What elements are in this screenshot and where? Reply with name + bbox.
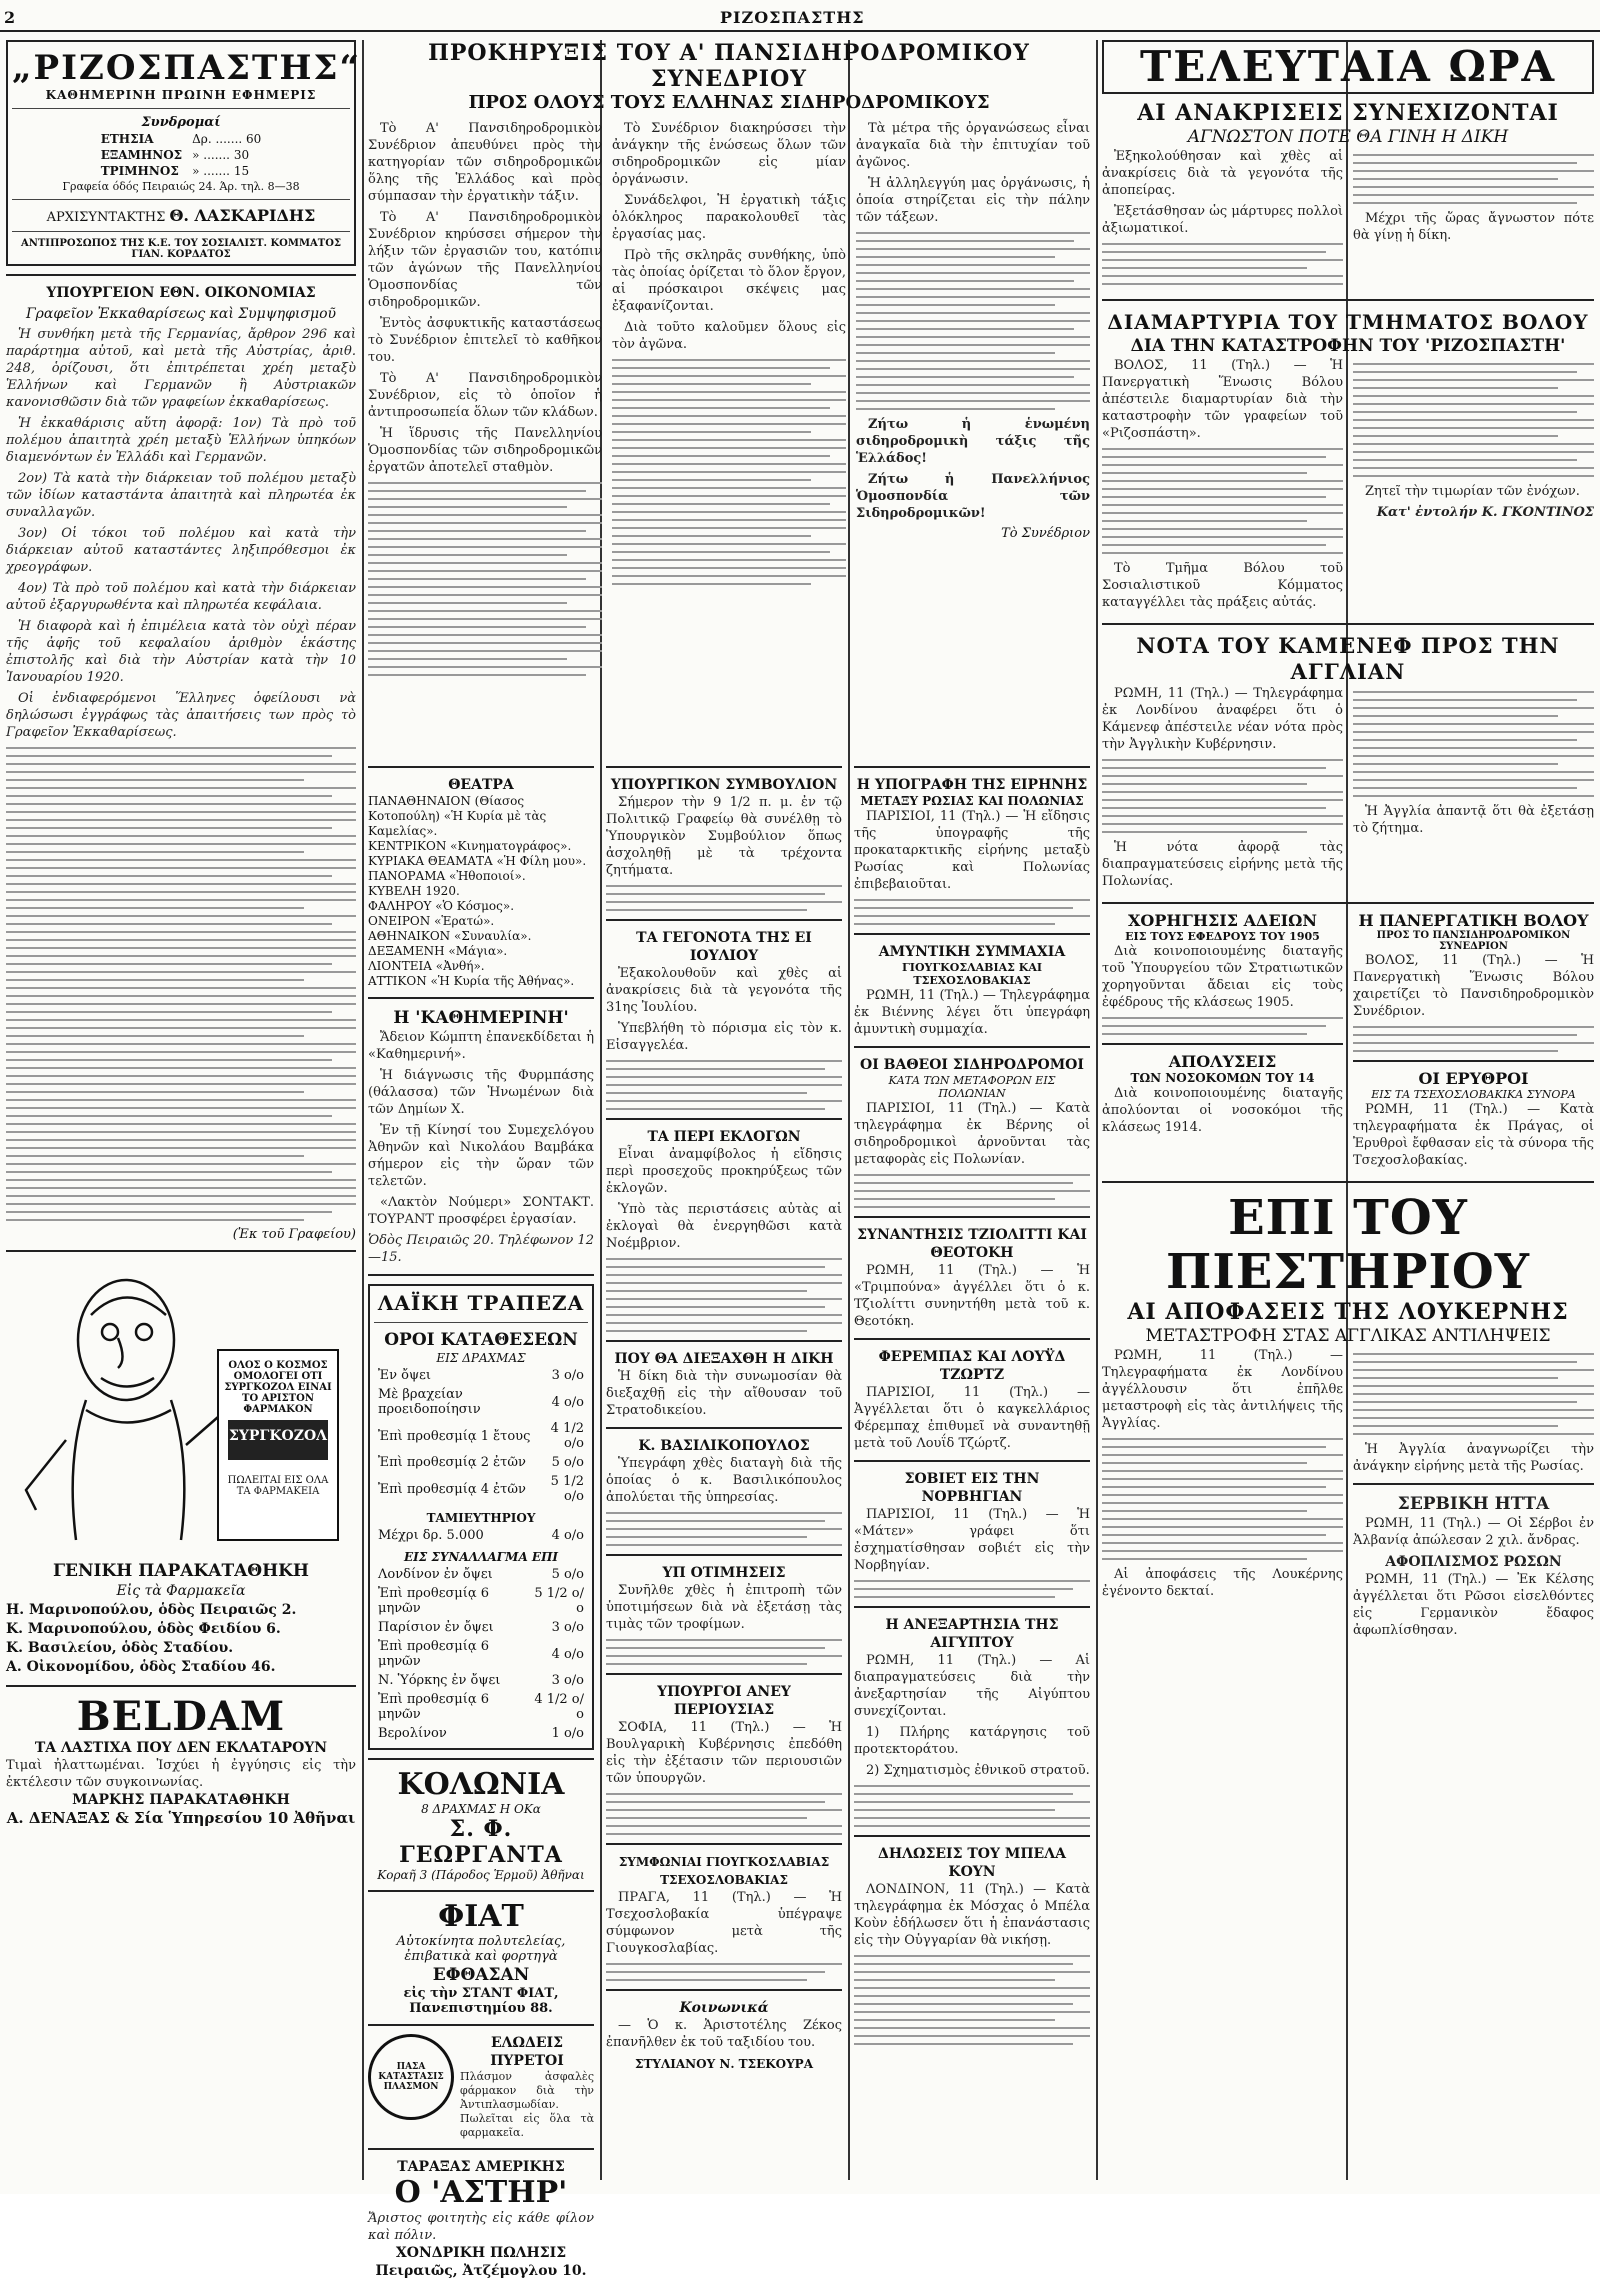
investigation-title: ΑΙ ΑΝΑΚΡΙΣΕΙΣ ΣΥΝΕΧΙΖΟΝΤΑΙ: [1137, 100, 1559, 126]
subs-heading: Συνδρομαί: [141, 115, 221, 130]
protest-body: ΒΟΛΟΣ, 11 (Τηλ.) — Ἡ Πανεργατικὴ Ἕνωσις Βόλου ἀπέστειλε διαμαρτυρίαν διὰ τὴν καταστροφὴν τῶν γραφείων τοῦ «Ριζοσπάστη». Τὸ Τμῆμα Βόλου τοῦ Σοσιαλιστικοῦ Κόμματος καταγγέλλει τὰς πράξεις αὐτάς. Ζητεῖ τὴν τιμωρίαν τῶν ἐνόχων. Κατ' ἐντολήν Κ. ΓΚΟΝΤΙΝΟΣ: [1102, 358, 1594, 610]
peace-title: Η ΥΠΟΓΡΑΦΗ ΤΗΣ ΕΙΡΗΝΗΣ: [856, 777, 1088, 793]
protest-signature: Κατ' ἐντολήν Κ. ΓΚΟΝΤΙΝΟΣ: [1376, 505, 1594, 520]
subscriptions-table: [95, 130, 268, 180]
reds-title: ΟΙ ΕΡΥΘΡΟΙ: [1418, 1069, 1529, 1088]
alliance-title: ΑΜΥΝΤΙΚΗ ΣΥΜΜΑΧΙΑ: [878, 944, 1066, 960]
theaters-list: ΠΑΝΑΘΗΝΑΙΟΝ (Θίασος Κοτοπούλη) «Ἡ Κυρία μὲ τὰς Καμελίας». ΚΕΝΤΡΙΚΟΝ «Κινηματογράφος». ΚΥΡΙΑΚΑ ΘΕΑΜΑΤΑ «Ἡ Φίλη μου». ΠΑΝΟΡΑΜΑ «Ἠθοποιοί». ΚΥΒΕΛΗ 1920. ΦΑΛΗΡΟΥ «Ὁ Κόσμος». ΟΝΕΙΡΟΝ «Ἑρατώ». ΑΘΗΝΑΙΚΟΝ «Συναυλία». ΔΕΞΑΜΕΝΗ «Μάγια». ΛΙΟΝΤΕΙΑ «Ἀνθή». ΑΤΤΙΚΟΝ «Ἡ Κυρία τῆς Ἀθήνας».: [368, 794, 587, 988]
leave-subtitle: ΕΙΣ ΤΟΥΣ ΕΦΕΔΡΟΥΣ ΤΟΥ 1905: [1125, 930, 1320, 943]
column-2: ΘΕΑΤΡΑ ΠΑΝΑΘΗΝΑΙΟΝ (Θίασος Κοτοπούλη) «Ἡ Κυρία μὲ τὰς Καμελίας». ΚΕΝΤΡΙΚΟΝ «Κινηματογράφος». ΚΥΡΙΑΚΑ ΘΕΑΜΑΤΑ «Ἡ Φίλη μου». ΠΑΝΟΡΑΜΑ «Ἠθοποιοί». ΚΥΒΕΛΗ 1920. ΦΑΛΗΡΟΥ «Ὁ Κόσμος». ΟΝΕΙΡΟΝ «Ἑρατώ». ΑΘΗΝΑΙΚΟΝ «Συναυλία». ΔΕΞΑΜΕΝΗ «Μάγια». ΛΙΟΝΤΕΙΑ «Ἀνθή». ΑΤΤΙΚΟΝ «Ἡ Κυρία τῆς Ἀθήνας». Η 'ΚΑΘΗΜΕΡΙΝΗ' Ἄδειον Κώμπτη ἐπανεκδίδεται ἡ «Καθημερινή». Ἡ διάγνωσις τῆς Φυρμπάσης (θάλασσα) τῶν Ἡνωμένων διὰ τῶν Δημίων Χ. Ἐν τῇ Κίνησί του Συμεχελόγου Ἀθηνῶν καὶ Νικολάου Βαμβάκα σήμερον εἰς τὴν ὥραν τῶν τελετῶν. «Λακτὸν Νούμερι» ΣΟΝΤΑΚΤ. ΤΟΥΡΑΝΤ προσφέρει ἐργασίαν. Ὁδὸς Πειραιῶς 20. Τηλέφωνον 12—15. ΛΑΪΚΗ ΤΡΑΠΕΖΑ ΟΡΟΙ ΚΑΤΑΘΕΣΕΩΝ ΕΙΣ ΔΡΑΧΜΑΣ Ἐν ὄψει 3 ο/ο Μὲ βραχείαν προειδοποίησιν 4 ο/ο Ἐπὶ προθεσμίᾳ 1 ἔτους 4 1/2 ο/ο Ἐπὶ προθεσμίᾳ 2 ἐτῶν 5 ο/ο Ἐπὶ προθεσμίᾳ 4 ἐτῶν 5 1/2 ο/ο ΤΑΜΙΕΥΤΗΡΙΟΥ Μέχρι δρ. 5.000 4 ο/ο ΕΙΣ ΣΥΝΑΛΛΑΓΜΑ ΕΠΙ Λονδίνον ἐν ὄψει 5 ο/ο Ἐπὶ προθεσμίᾳ 6 μηνῶν 5 1/2 ο/ο Παρίσιον ἐν ὄψει 3 ο/ο Ἐπὶ προθεσμίᾳ 6 μηνῶν 4 ο/ο Ν. Ὑόρκης ἐν ὄψει 3 ο/ο Ἐπὶ προθεσμίᾳ 6 μηνῶν 4 1/2 ο/ο Βερολίνον 1 ο/ο ΚΟΛΩΝΙΑ 8 ΔΡΑΧΜΑΣ Η ΟΚα Σ. Φ. ΓΕΩΡΓΑΝΤΑ Κοραῆ 3 (Πάροδος Ἑρμοῦ) Ἀθῆναι ΦΙΑΤ Αὐτοκίνητα πολυτελείας, ἐπιβατικὰ καὶ φορτηγὰ ΕΦΘΑΣΑΝ εἰς τὴν ΣΤΑΝΤ ΦΙΑΤ, Πανεπιστημίου 88. ΠΑΣΑ ΚΑΤΑΣΤΑΣΙΣ ΠΛΑΣΜΟΝ ΕΛΩΔΕΙΣ ΠΥΡΕΤΟΙ Πλάσμον ἀσφαλὲς φάρμακον διὰ τὴν Ἀντιπλασμωδίαν. Πωλεῖται εἰς ὅλα τὰ φαρμακεῖα. ΤΑΡΑΞΑΣ ΑΜΕΡΙΚΗΣ Ο 'ΑΣΤΗΡ' Ἄριστος φοιτητὴς εἰς κάθε φίλον καὶ πόλιν. ΧΟΝΔΡΙΚΗ ΠΩΛΗΣΙΣ Πειραιῶς, Ἀτζέμογλου 10.: [368, 758, 594, 2178]
running-header: ΡΙΖΟΣΠΑΣΤΗΣ: [720, 8, 865, 27]
kamenev-title: ΝΟΤΑ ΤΟΥ ΚΑΜΕΝΕΦ ΠΡΟΣ ΤΗΝ ΑΓΓΛΙΑΝ: [1136, 633, 1560, 684]
representatives: ΑΝΤΙΠΡΟΣΩΠΟΣ ΤΗΣ Κ.Ε. ΤΟΥ ΣΟΣΙΑΛΙΣΤ. ΚΟΜΜΑΤΟΣ ΓΙΑΝ. ΚΟΡΔΑΤΟΣ: [20, 238, 342, 260]
discharge-title: ΑΠΟΛΥΣΕΙΣ: [1168, 1052, 1277, 1071]
right-section: [1102, 40, 1594, 2180]
discharge-subtitle: ΤΩΝ ΝΟΣΟΚΟΜΩΝ ΤΟΥ 14: [1130, 1071, 1315, 1085]
volos-subtitle: ΠΡΟΣ ΤΟ ΠΑΝΣΙΔΗΡΟΔΡΟΜΙΚΟΝ ΣΥΝΕΔΡΙΟΝ: [1376, 930, 1571, 952]
press-headline: ΕΠΙ ΤΟΥ ΠΙΕΣΤΗΡΙΟΥ: [1166, 1190, 1530, 1300]
beldam-text: Τιμαὶ ἠλαττωμέναι. Ἰσχύει ἡ ἐγγύησις εἰς τὴν ἐκτέλεσιν τῶν συγκοινωνίας.: [6, 1758, 356, 1790]
subscription-row: ΕΞΑΜΗΝΟΣ » ....... 30: [100, 148, 250, 162]
kathimerini-title: Η 'ΚΑΘΗΜΕΡΙΝΗ': [393, 1008, 569, 1028]
kolonia-price: 8 ΔΡΑΧΜΑΣ Η ΟΚα: [421, 1802, 541, 1816]
congress-col-c: Τὰ μέτρα τῆς ὀργανώσεως εἶναι ἀναγκαῖα διὰ τὴν ἐπιτυχίαν τοῦ ἀγῶνος. Ἡ ἀλληλεγγύη μας ὀργάνωσις, ἡ ὁποία στηρίζεται εἰς τὴν πάλην τῶν τάξεων. Ζήτω ἡ ἑνωμένη σιδηροδρομικὴ τάξις τῆς Ἑλλάδος! Ζήτω ἡ Πανελλήνιος Ὁμοσπονδία τῶν Σιδηροδρομικῶν! Τὸ Συνέδριον: [856, 121, 1090, 541]
egypt-title: Η ΑΝΕΞΑΡΤΗΣΙΑ ΤΗΣ ΑΙΓΥΠΤΟΥ: [885, 1617, 1059, 1651]
small-news-row: ΧΟΡΗΓΗΣΙΣ ΑΔΕΙΩΝ ΕΙΣ ΤΟΥΣ ΕΦΕΔΡΟΥΣ ΤΟΥ 1905 Διὰ κοινοποιουμένης διαταγῆς τοῦ Ὑπουργείου τῶν Στρατιωτικῶν χορηγοῦνται ἄδειαι εἰς τοὺς ἐφέδρους τῆς κλάσεως 1905. ΑΠΟΛΥΣΕΙΣ ΤΩΝ ΝΟΣΟΚΟΜΩΝ ΤΟΥ 14 Διὰ κοινοποιουμένης διαταγῆς ἀπολύονται οἱ νοσοκόμοι τῆς κλάσεως 1914. Η ΠΑΝΕΡΓΑΤΙΚΗ ΒΟΛΟΥ ΠΡΟΣ ΤΟ ΠΑΝΣΙΔΗΡΟΔΡΟΜΙΚΟΝ ΣΥΝΕΔΡΙΟΝ ΒΟΛΟΣ, 11 (Τηλ.) — Ἡ Πανεργατικὴ Ἕνωσις Βόλου χαιρετίζει τὸ Πανσιδηροδρομικὸν Συνέδριον. ΟΙ ΕΡΥΘΡΟΙ ΕΙΣ ΤΑ ΤΣΕΧΟΣΛΟΒΑΚΙΚΑ ΣΥΝΟΡΑ ΡΩΜΗ, 11 (Τηλ.) — Κατὰ τηλεγραφήματα ἐκ Πράγας, οἱ Ἐρυθροὶ ἔφθασαν εἰς τὰ σύνορα τῆς Τσεχοσλοβακίας.: [1102, 911, 1594, 1168]
savings-title: ΤΑΜΙΕΥΤΗΡΙΟΥ: [426, 1511, 536, 1525]
leave-title: ΧΟΡΗΓΗΣΙΣ ΑΔΕΙΩΝ: [1127, 911, 1318, 930]
plasmon-ad: [368, 2034, 594, 2140]
railways-title: ΟΙ ΒΑΘΕΟΙ ΣΙΔΗΡΟΔΡΟΜΟΙ: [860, 1057, 1084, 1073]
lucerne-subtitle: ΜΕΤΑΣΤΡΟΦΗ ΣΤΑΣ ΑΓΓΛΙΚΑΣ ΑΝΤΙΛΗΨΕΙΣ: [1145, 1326, 1551, 1346]
savings-rates: Μέχρι δρ. 5.000 4 ο/ο: [378, 1528, 584, 1543]
beldam-address: Α. ΔΕΝΑΞΑΣ & Σία Ὑπηρεσίου 10 Ἀθῆναι: [6, 1809, 356, 1827]
kathimerini-address: Ὁδὸς Πειραιῶς 20. Τηλέφωνον 12—15.: [368, 1233, 594, 1265]
ad-caricature: [6, 1260, 356, 1560]
column-rule: [362, 40, 364, 2180]
column-3: ΥΠΟΥΡΓΙΚΟΝ ΣΥΜΒΟΥΛΙΟΝ Σήμερον τὴν 9 1/2 π. μ. ἐν τῷ Πολιτικῷ Γραφείῳ θὰ συνέλθῃ τὸ Ὑπουργικὸν Συμβούλιον ὅπως ἀσχοληθῇ μὲ τὰ τρέχοντα ζητήματα. ΤΑ ΓΕΓΟΝΟΤΑ ΤΗΣ ΕΙ ΙΟΥΛΙΟΥ Ἐξακολουθοῦν καὶ χθὲς αἱ ἀνακρίσεις διὰ τὰ γεγονότα τῆς 31ης Ἰουλίου. Ὑπεβλήθη τὸ πόρισμα εἰς τὸν κ. Εἰσαγγελέα. ΤΑ ΠΕΡΙ ΕΚΛΟΓΩΝ Εἶναι ἀναμφίβολος ἡ εἴδησις περὶ προσεχοῦς προκηρύξεως τῶν ἐκλογῶν. Ὑπὸ τὰς περιστάσεις αὐτὰς αἱ ἐκλογαὶ θὰ ἐνεργηθῶσι κατὰ Νοέμβριον. ΠΟΥ ΘΑ ΔΙΕΞΑΧΘΗ Η ΔΙΚΗ Ἡ δίκη διὰ τὴν συνωμοσίαν θὰ διεξαχθῇ εἰς τὴν αἴθουσαν τοῦ Στρατοδικείου. Κ. ΒΑΣΙΛΙΚΟΠΟΥΛΟΣ Ὑπεγράφη χθὲς διαταγὴ διὰ τῆς ὁποίας ὁ κ. Βασιλικόπουλος ἀπολύεται τῆς ὑπηρεσίας. ΥΠ ΟΤΙΜΗΣΕΙΣ Συνῆλθε χθὲς ἡ ἐπιτροπὴ τῶν ὑποτιμήσεων διὰ νὰ ἐξετάσῃ τὰς τιμὰς τῶν τροφίμων. ΥΠΟΥΡΓΟΙ ΑΝΕΥ ΠΕΡΙΟΥΣΙΑΣ ΣΟΦΙΑ, 11 (Τηλ.) — Ἡ Βουλγαρικὴ Κυβέρνησις ἐπεδόθη εἰς τὴν ἐξέτασιν τῶν περιουσιῶν τῶν ὑπουργῶν. ΣΥΜΦΩΝΙΑΙ ΓΙΟΥΓΚΟΣΛΑΒΙΑΣ ΤΣΕΧΟΣΛΟΒΑΚΙΑΣ ΠΡΑΓΑ, 11 (Τηλ.) — Ἡ Τσεχοσλοβακία ὑπέγραψε σύμφωνον μετὰ τῆς Γιουγκοσλαβίας. Κοινωνικά — Ὁ κ. Ἀριστοτέλης Ζέκος ἐπανῆλθεν ἐκ τοῦ ταξιδίου του. ΣΤΥΛΙΑΝΟΥ Ν. ΤΣΕΚΟΥΡΑ: [606, 758, 842, 2178]
depot-title: ΓΕΝΙΚΗ ΠΑΡΑΚΑΤΑΘΗΚΗ: [52, 1561, 309, 1581]
alliance-subtitle: ΓΙΟΥΓΚΟΣΛΑΒΙΑΣ ΚΑΙ ΤΣΕΧΟΣΛΟΒΑΚΙΑΣ: [901, 961, 1042, 987]
serbia-title: ΣΕΡΒΙΚΗ ΗΤΤΑ: [1397, 1494, 1550, 1514]
congress-columns: [368, 120, 1090, 682]
lucerne-title: ΑΙ ΑΠΟΦΑΣΕΙΣ ΤΗΣ ΛΟΥΚΕΡΝΗΣ: [1127, 1299, 1569, 1325]
ministers-title: ΥΠΟΥΡΓΟΙ ΑΝΕΥ ΠΕΡΙΟΥΣΙΑΣ: [657, 1684, 791, 1718]
offices-address: Γραφεία όδός Πειραιώς 24. Άρ. τηλ. 8—38: [62, 180, 300, 193]
bank-title: ΛΑΪΚΗ ΤΡΑΠΕΖΑ: [377, 1291, 585, 1315]
column-rule: [1096, 40, 1098, 2180]
ad-sales-note: ΠΩΛΕΙΤΑΙ ΕΙΣ ΟΛΑ ΤΑ ΦΑΡΜΑΚΕΙΑ: [227, 1475, 329, 1497]
cabinet-title: ΥΠΟΥΡΓΙΚΟΝ ΣΥΜΒΟΥΛΙΟΝ: [610, 777, 838, 793]
fx-title: ΕΙΣ ΣΥΝΑΛΛΑΓΜΑ ΕΠΙ: [403, 1550, 559, 1564]
bank-heading: ΟΡΟΙ ΚΑΤΑΘΕΣΕΩΝ: [384, 1330, 578, 1350]
subscription-row: ΕΤΗΣΙΑ Δρ. ....... 60: [100, 132, 262, 146]
plasmon-badge: ΠΑΣΑ ΚΑΤΑΣΤΑΣΙΣ ΠΛΑΣΜΟΝ: [368, 2034, 454, 2120]
congress-col-a: Τὸ Α' Πανσιδηροδρομικὸν Συνέδριον ἀπευθύνει πρὸς τὴν κατηγορίαν τῶν σιδηροδρομικῶν ὅλης τῆς Ἑλλάδος καὶ πρὸς σύμπασαν τὴν ἐργατικὴν τάξιν. Τὸ Α' Πανσιδηροδρομικὸν Συνέδριον κηρύσσει σήμερον τὴν λήξιν τῶν ἐργασιῶν του, κατόπιν τῶν ἀγώνων τῆς Πανελληνίου Ὁμοσπονδίας τῶν σιδηροδρομικῶν. Ἐντὸς ἀσφυκτικῆς καταστάσεως τὸ Συνέδριον ἐπιτελεῖ τὸ καθῆκον του. Τὸ Α' Πανσιδηροδρομικὸν Συνέδριον, εἰς τὸ ὁποῖον ἡ ἀντιπροσωπεία ὅλων τῶν κλάδων. Ἡ ἵδρυσις τῆς Πανελληνίου Ὁμοσπονδίας τῶν σιδηροδρομικῶν ἐργατῶν ἀποτελεῖ σταθμὸν.: [368, 120, 602, 682]
events-title: ΤΑ ΓΕΓΟΝΟΤΑ ΤΗΣ ΕΙ ΙΟΥΛΙΟΥ: [636, 930, 812, 964]
fehrenbach-title: ΦΕΡΕΜΠΑΣ ΚΑΙ ΛΟΥΫΔ ΤΖΩΡΤΖ: [878, 1349, 1066, 1383]
investigation-subtitle: ΑΓΝΩΣΤΟΝ ΠΟΤΕ ΘΑ ΓΙΝΗ Η ΔΙΚΗ: [1187, 127, 1509, 147]
railways-subtitle: ΚΑΤΑ ΤΩΝ ΜΕΤΑΦΟΡΩΝ ΕΙΣ ΠΟΛΩΝΙΑΝ: [888, 1074, 1056, 1100]
bela-kun-title: ΔΗΛΩΣΕΙΣ ΤΟΥ ΜΠΕΛΑ ΚΟΥΝ: [878, 1846, 1066, 1880]
soviet-title: ΣΟΒΙΕΤ ΕΙΣ ΤΗΝ ΝΟΡΒΗΓΙΑΝ: [904, 1471, 1040, 1505]
beldam-agent: ΜΑΡΚΗΣ ΠΑΡΑΚΑΤΑΘΗΚΗ: [72, 1792, 290, 1808]
aster-top: ΤΑΡΑΞΑΣ ΑΜΕΡΙΚΗΣ: [397, 2159, 565, 2175]
social-footer: ΣΤΥΛΙΑΝΟΥ Ν. ΤΣΕΚΟΥΡΑ: [634, 2057, 814, 2071]
congress-subtitle: ΠΡΟΣ ΟΛΟΥΣ ΤΟΥΣ ΕΛΛΗΝΑΣ ΣΙΔΗΡΟΔΡΟΜΙΚΟΥΣ: [468, 92, 990, 113]
bank-sub: ΕΙΣ ΔΡΑΧΜΑΣ: [436, 1351, 526, 1365]
column-4: Η ΥΠΟΓΡΑΦΗ ΤΗΣ ΕΙΡΗΝΗΣ ΜΕΤΑΞΥ ΡΩΣΙΑΣ ΚΑΙ ΠΟΛΩΝΙΑΣ ΠΑΡΙΣΙΟΙ, 11 (Τηλ.) — Ἡ εἴδησις τῆς ὑπογραφῆς τῆς προκαταρκτικῆς εἰρήνης μεταξὺ Ρωσίας καὶ Πολωνίας ἐπιβεβαιοῦται. ΑΜΥΝΤΙΚΗ ΣΥΜΜΑΧΙΑ ΓΙΟΥΓΚΟΣΛΑΒΙΑΣ ΚΑΙ ΤΣΕΧΟΣΛΟΒΑΚΙΑΣ ΡΩΜΗ, 11 (Τηλ.) — Τηλεγράφημα ἐκ Βιέννης λέγει ὅτι ὑπεγράφη ἀμυντικὴ συμμαχία. ΟΙ ΒΑΘΕΟΙ ΣΙΔΗΡΟΔΡΟΜΟΙ ΚΑΤΑ ΤΩΝ ΜΕΤΑΦΟΡΩΝ ΕΙΣ ΠΟΛΩΝΙΑΝ ΠΑΡΙΣΙΟΙ, 11 (Τηλ.) — Κατὰ τηλεγράφημα ἐκ Βέρνης οἱ σιδηροδρομικοὶ ἀρνοῦνται τὰς μεταφορὰς εἰς Πολωνίαν. ΣΥΝΑΝΤΗΣΙΣ ΤΖΙΟΛΙΤΤΙ ΚΑΙ ΘΕΟΤΟΚΗ ΡΩΜΗ, 11 (Τηλ.) — Ἡ «Τριμπούνα» ἀγγέλλει ὅτι ὁ κ. Τζιολίττι συνηντήθη μετὰ τοῦ κ. Θεοτόκη. ΦΕΡΕΜΠΑΣ ΚΑΙ ΛΟΥΫΔ ΤΖΩΡΤΖ ΠΑΡΙΣΙΟΙ, 11 (Τηλ.) — Ἀγγέλλεται ὅτι ὁ καγκελλάριος Φέρεμπαχ ἐπιθυμεῖ νὰ συναντηθῇ μετὰ τοῦ Λουΐδ Τζώρτζ. ΣΟΒΙΕΤ ΕΙΣ ΤΗΝ ΝΟΡΒΗΓΙΑΝ ΠΑΡΙΣΙΟΙ, 11 (Τηλ.) — Ἡ «Μάτεν» γράφει ὅτι ἐσχηματίσθησαν σοβιέτ εἰς τὴν Νορβηγίαν. Η ΑΝΕΞΑΡΤΗΣΙΑ ΤΗΣ ΑΙΓΥΠΤΟΥ ΡΩΜΗ, 11 (Τηλ.) — Αἱ διαπραγματεύσεις διὰ τὴν ἀνεξαρτησίαν τῆς Αἰγύπτου συνεχίζονται. 1) Πλήρης κατάργησις τοῦ προτεκτοράτου. 2) Σχηματισμὸς ἐθνικοῦ στρατοῦ. ΔΗΛΩΣΕΙΣ ΤΟΥ ΜΠΕΛΑ ΚΟΥΝ ΛΟΝΔΙΝΟΝ, 11 (Τηλ.) — Κατὰ τηλεγράφημα ἐκ Μόσχας ὁ Μπέλα Κοὺν ἐδήλωσεν ὅτι ἡ ἐπανάστασις εἰς τὴν Οὑγγαρίαν θὰ νικήσῃ.: [854, 758, 1090, 2178]
plasmon-text: Πλάσμον ἀσφαλὲς φάρμακον διὰ τὴν Ἀντιπλασμωδίαν. Πωλεῖται εἰς ὅλα τὰ φαρμακεῖα.: [460, 2070, 594, 2139]
breaking-news-title: ΤΕΛΕΥΤΑΙΑ ΩΡΑ: [1139, 42, 1557, 91]
beldam-title: BELDAM: [76, 1693, 286, 1740]
congress-signoff: Τὸ Συνέδριον: [1001, 526, 1090, 541]
aster-title: Ο 'ΑΣΤΗΡ': [394, 2175, 568, 2210]
subscription-row: ΤΡΙΜΗΝΟΣ » ....... 15: [100, 164, 250, 178]
georganta-address: Κοραῆ 3 (Πάροδος Ἑρμοῦ) Ἀθῆναι: [377, 1868, 585, 1882]
kolonia-title: ΚΟΛΩΝΙΑ: [397, 1767, 565, 1802]
volos-title: Η ΠΑΝΕΡΓΑΤΙΚΗ ΒΟΛΟΥ: [1358, 911, 1589, 930]
breaking-news-banner: [1102, 40, 1594, 94]
masthead-title: „ΡΙΖΟΣΠΑΣΤΗΣ“: [12, 48, 362, 88]
elections-title: ΤΑ ΠΕΡΙ ΕΚΛΟΓΩΝ: [647, 1129, 801, 1145]
prices-title: ΥΠ ΟΤΙΜΗΣΕΙΣ: [662, 1565, 786, 1581]
investigation-body: Ἐξηκολούθησαν καὶ χθὲς αἱ ἀνακρίσεις διὰ τὰ γεγονότα τῆς ἀποπείρας. Ἐξετάσθησαν ὡς μάρτυρες πολλοὶ ἀξιωματικοί. Μέχρι τῆς ὥρας ἄγνωστον πότε θὰ γίνῃ ἡ δίκη.: [1102, 148, 1594, 291]
congress-col-b: Τὸ Συνέδριον διακηρύσσει τὴν ἀνάγκην τῆς ἑνώσεως ὅλων τῶν σιδηροδρομικῶν εἰς μίαν ὀργάνωσιν. Συνάδελφοι, Ἡ ἐργατικὴ τάξις ὁλόκληρος παρακολουθεῖ τὰς ἐργασίας μας. Πρὸ τῆς σκληρᾶς συνθήκης, ὑπὸ τὰς ὁποίας ὁρίζεται τὸ ὅλον ἔργον, αἱ πρόσκαιροι σκέψεις μας ἐξαφανίζονται. Διὰ τοῦτο καλοῦμεν ὅλους εἰς τὸν ἀγῶνα.: [612, 120, 846, 682]
masthead: [6, 40, 362, 266]
aster-address: ΧΟΝΔΡΙΚΗ ΠΩΛΗΣΙΣ Πειραιῶς, Ἀτζέμογλου 10.: [375, 2245, 587, 2279]
congress-article: [368, 40, 1090, 750]
aster-text: Ἄριστος φοιτητὴς εἰς κάθε φίλον καὶ πόλιν.: [368, 2211, 594, 2243]
fx-rates: Λονδίνον ἐν ὄψει 5 ο/ο Ἐπὶ προθεσμίᾳ 6 μηνῶν 5 1/2 ο/ο Παρίσιον ἐν ὄψει 3 ο/ο Ἐπὶ προθεσμίᾳ 6 μηνῶν 4 ο/ο Ν. Ὑόρκης ἐν ὄψει 3 ο/ο Ἐπὶ προθεσμίᾳ 6 μηνῶν 4 1/2 ο/ο Βερολίνον 1 ο/ο: [378, 1567, 584, 1741]
page-number: 2: [4, 8, 17, 27]
ad-product-name: ΣΥΡΓΚΟΖΟΛ: [229, 1428, 327, 1444]
agreements-title: ΣΥΜΦΩΝΙΑΙ ΓΙΟΥΓΚΟΣΛΑΒΙΑΣ ΤΣΕΧΟΣΛΟΒΑΚΙΑΣ: [618, 1855, 830, 1887]
russian-title: ΑΦΟΠΛΙΣΜΟΣ ΡΩΣΩΝ: [1385, 1554, 1562, 1570]
beldam-subtitle: ΤΑ ΛΑΣΤΙΧΑ ΠΟΥ ΔΕΝ ΕΚΛΑΤΑΡΟΥΝ: [34, 1740, 328, 1756]
depot-list: Εἰς τὰ Φαρμακεῖα Η. Μαρινοπούλου, ὁδὸς Πειραιῶς 2. Κ. Μαρινοπούλου, ὁδὸς Φειδίου 6. Κ. Βασιλείου, ὁδὸς Σταδίου. Α. Οἰκονομίδου, ὁδὸς Σταδίου 46.: [6, 1583, 297, 1675]
deposit-rates: Ἐν ὄψει 3 ο/ο Μὲ βραχείαν προειδοποίησιν 4 ο/ο Ἐπὶ προθεσμίᾳ 1 ἔτους 4 1/2 ο/ο Ἐπὶ προθεσμίᾳ 2 ἐτῶν 5 ο/ο Ἐπὶ προθεσμίᾳ 4 ἐτῶν 5 1/2 ο/ο: [378, 1368, 584, 1504]
editor-label: ΑΡΧΙΣΥΝΤΑΚΤΗΣ: [46, 210, 166, 225]
georganta-name: Σ. Φ. ΓΕΩΡΓΑΝΤΑ: [399, 1816, 563, 1868]
theaters-title: ΘΕΑΤΡΑ: [448, 777, 514, 793]
ad-caricature-slogan: ΟΛΟΣ Ο ΚΟΣΜΟΣ ΟΜΟΛΟΓΕΙ ΟΤΙ ΣΥΡΓΚΟΖΟΛ ΕΙΝΑΙ ΤΟ ΑΡΙΣΤΟΝ ΦΑΡΜΑΚΟΝ: [224, 1360, 332, 1415]
office-title: Γραφεῖον Ἐκκαθαρίσεως καὶ Συμψηφισμοῦ: [25, 306, 337, 322]
peace-subtitle: ΜΕΤΑΞΥ ΡΩΣΙΑΣ ΚΑΙ ΠΟΛΩΝΙΑΣ: [860, 794, 1084, 808]
trial-title: ΠΟΥ ΘΑ ΔΙΕΞΑΧΘΗ Η ΔΙΚΗ: [614, 1351, 834, 1367]
fiat-title: ΦΙΑΤ: [438, 1899, 524, 1934]
protest-title: ΔΙΑΜΑΡΤΥΡΙΑ ΤΟΥ ΤΜΗΜΑΤΟΣ ΒΟΛΟΥ: [1107, 310, 1589, 334]
congress-title: ΠΡΟΚΗΡΥΞΙΣ ΤΟΥ Α' ΠΑΝΣΙΔΗΡΟΔΡΟΜΙΚΟΥ ΣΥΝΕΔΡΙΟΥ: [428, 40, 1030, 92]
editor-name: Θ. ΛΑΣΚΑΡΙΔΗΣ: [169, 206, 316, 225]
ministry-notice: Ἡ συνθήκη μετὰ τῆς Γερμανίας, ἄρθρον 296 καὶ παράρτημα αὐτοῦ, καὶ μετὰ τῆς Αὐστρίας, ἀριθ. 248, ὁρίζουσι, ὅτι ἐπιτρέπεται χρέη μεταξὺ Ἑλλήνων καὶ Γερμανῶν ἢ Αὐστριακῶν κανονισθῶσιν διὰ τῶν γραφείων ἐκκαθαρίσεως. Ἡ ἐκκαθάρισις αὕτη ἀφορᾷ: 1ον) Τὰ πρὸ τοῦ πολέμου ἀπαιτητὰ χρέη μεταξὺ Ἑλλήνων ὑπηκόων διαμενόντων ἐν Ἑλλάδι καὶ Γερμανῶν. 2ον) Τὰ κατὰ τὴν διάρκειαν τοῦ πολέμου μεταξὺ τῶν ἰδίων καταστάντα ἀπαιτητὰ καὶ πληρωτέα ἐκ συναλλαγῶν. 3ον) Οἱ τόκοι τοῦ πολέμου καὶ κατὰ τὴν διάρκειαν αὐτοῦ καταστάντες ληξιπρόθεσμοι ἐκ χρεογράφων. 4ον) Τὰ πρὸ τοῦ πολέμου καὶ κατὰ τὴν διάρκειαν αὐτοῦ ἐξαργυρωθέντα καὶ πληρωτέα κεφάλαια. Ἡ διαφορὰ καὶ ἡ ἐπιμέλεια κατὰ τὸν οὐχὶ πέραν τῆς ἀφῆς τοῦ κεφαλαίου ἀριθμὸν ἑκάστης ἐπιστολῆς καὶ διὰ τὴν Αὐστρίαν κατὰ τὴν 10 Ἰανουαρίου 1920. Οἱ ἐνδιαφερόμενοι Ἕλληνες ὁφείλουσι νὰ δηλώσωσι ἐγγράφως τὰς ἀπαιτήσεις των πρὸς τὸ Γραφεῖον Ἐκκαθαρίσεως.: [6, 327, 356, 740]
vasilikopoulos-title: Κ. ΒΑΣΙΛΙΚΟΠΟΥΛΟΣ: [638, 1438, 810, 1454]
masthead-subtitle: ΚΑΘΗΜΕΡΙΝΗ ΠΡΩΙΝΗ ΕΦΗΜΕΡΙΣ: [45, 88, 317, 102]
article-text-lines: [6, 747, 356, 1221]
meeting-title: ΣΥΝΑΝΤΗΣΙΣ ΤΖΙΟΛΙΤΤΙ ΚΑΙ ΘΕΟΤΟΚΗ: [857, 1227, 1087, 1261]
protest-subtitle: ΔΙΑ ΤΗΝ ΚΑΤΑΣΤΡΟΦΗΝ ΤΟΥ 'ΡΙΖΟΣΠΑΣΤΗ': [1130, 336, 1566, 356]
reds-subtitle: ΕΙΣ ΤΑ ΤΣΕΧΟΣΛΟΒΑΚΙΚΑ ΣΥΝΟΡΑ: [1371, 1088, 1576, 1101]
ministry-title: ΥΠΟΥΡΓΕΙΟΝ ΕΘΝ. ΟΙΚΟΝΟΜΙΑΣ: [46, 285, 316, 301]
bank-ad: [368, 1284, 594, 1750]
social-title: Κοινωνικά: [679, 2000, 769, 2016]
lucerne-body: ΡΩΜΗ, 11 (Τηλ.) — Τηλεγραφήματα ἐκ Λονδίνου ἀγγέλλουσιν ὅτι ἐπῆλθε μεταστροφὴ εἰς τὰς ἀντιλήψεις τῆς Ἀγγλίας. Αἱ ἀποφάσεις τῆς Λουκέρνης ἐγένοντο δεκταί. Ἡ Ἀγγλία ἀναγνωρίζει τὴν ἀνάγκην εἰρήνης μετὰ τῆς Ρωσίας. ΣΕΡΒΙΚΗ ΗΤΤΑ ΡΩΜΗ, 11 (Τηλ.) — Οἱ Σέρβοι ἐν Ἀλβανίᾳ ἀπώλεσαν 2 χιλ. ἄνδρας. ΑΦΟΠΛΙΣΜΟΣ ΡΩΣΩΝ ΡΩΜΗ, 11 (Τηλ.) — Ἐκ Κέλσης ἀγγέλλεται ὅτι Ρῶσοι εἰσελθόντες εἰς Γερμανικὸν ἔδαφος ἀφωπλίσθησαν.: [1102, 1348, 1594, 1638]
plasmon-title: ΕΛΩΔΕΙΣ ΠΥΡΕΤΟΙ: [490, 2035, 564, 2069]
ministry-signoff: (Ἐκ τοῦ Γραφείου): [232, 1227, 356, 1242]
kamenev-body: ΡΩΜΗ, 11 (Τηλ.) — Τηλεγράφημα ἐκ Λονδίνου ἀναφέρει ὅτι ὁ Κάμενεφ ἀπέστειλε νέαν νότα πρὸς τὴν Ἀγγλικὴν Κυβέρνησιν. Ἡ νότα ἀφορᾷ τὰς διαπραγματεύσεις εἰρήνης μετὰ τῆς Πολωνίας. Ἡ Ἀγγλία ἀπαντᾷ ὅτι θὰ ἐξετάσῃ τὸ ζήτημα.: [1102, 686, 1594, 889]
column-1: [6, 40, 362, 1827]
header-rule: [0, 30, 1600, 32]
